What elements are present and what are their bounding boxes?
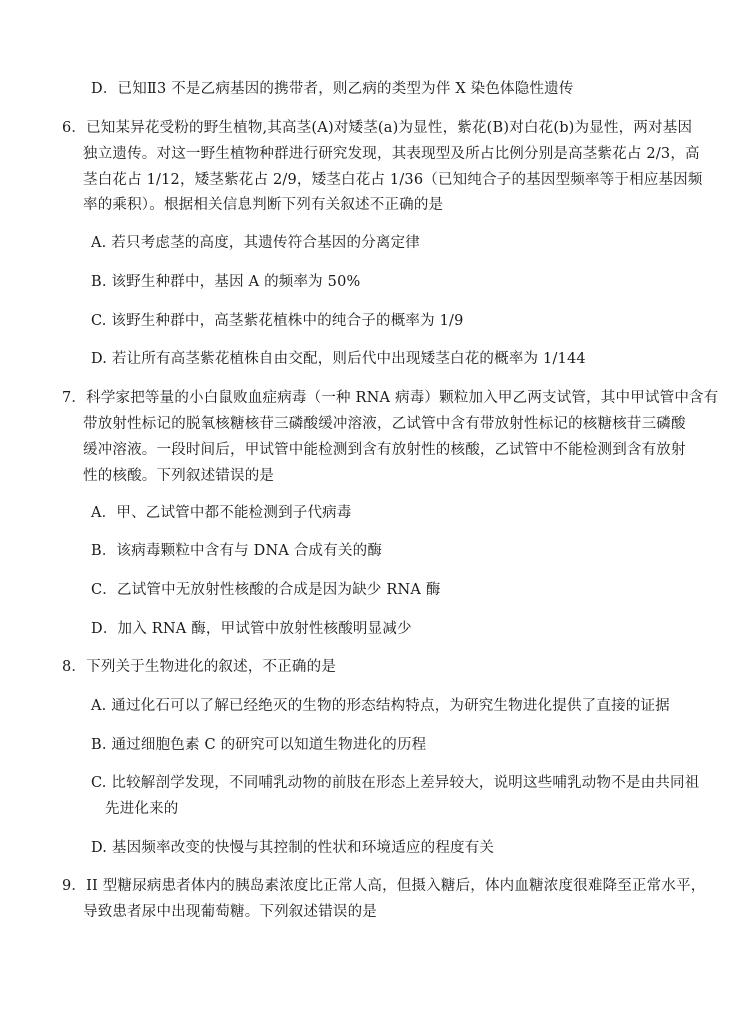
q7-option-a: A．甲、乙试管中都不能检测到子代病毒 bbox=[91, 505, 352, 521]
q7-stem-line-4: 性的核酸。下列叙述错误的是 bbox=[83, 468, 275, 484]
q6-stem-line-2: 独立遗传。对这一野生植物种群进行研究发现，其表现型及所占比例分别是高茎紫花占 2/3，高 bbox=[83, 146, 700, 162]
q8-option-b: B. 通过细胞色素 C 的研究可以知道生物进化的历程 bbox=[91, 737, 427, 753]
q5-option-d: D．已知Ⅱ3 不是乙病基因的携带者，则乙病的类型为伴 X 染色体隐性遗传 bbox=[91, 81, 574, 97]
q6-option-d: D. 若让所有高茎紫花植株自由交配，则后代中出现矮茎白花的概率为 1/144 bbox=[91, 351, 586, 367]
q6-option-a: A. 若只考虑茎的高度，其遗传符合基因的分离定律 bbox=[91, 235, 420, 251]
q7-option-b: B．该病毒颗粒中含有与 DNA 合成有关的酶 bbox=[91, 543, 383, 559]
q6-stem-line-4: 率的乘积）。根据相关信息判断下列有关叙述不正确的是 bbox=[83, 197, 444, 213]
q7-option-c: C．乙试管中无放射性核酸的合成是因为缺少 RNA 酶 bbox=[91, 582, 441, 598]
q8-stem: 8．下列关于生物进化的叙述，不正确的是 bbox=[62, 659, 337, 675]
q7-stem-line-3: 缓冲溶液。一段时间后，甲试管中能检测到含有放射性的核酸，乙试管中不能检测到含有放射 bbox=[83, 442, 686, 458]
q7-option-d: D．加入 RNA 酶，甲试管中放射性核酸明显减少 bbox=[91, 621, 412, 637]
q6-stem-line-1: 6．已知某异花受粉的野生植物,其高茎(A)对矮茎(a)为显性，紫花(B)对白花(b)为显性，两对基因 bbox=[62, 120, 693, 136]
q8-option-c-line-2: 先进化来的 bbox=[105, 801, 179, 817]
q9-stem-line-2: 导致患者尿中出现葡萄糖。下列叙述错误的是 bbox=[83, 904, 377, 920]
q6-option-c: C. 该野生种群中，高茎紫花植株中的纯合子的概率为 1/9 bbox=[91, 313, 464, 329]
q7-stem-line-1: 7．科学家把等量的小白鼠败血症病毒（一种 RNA 病毒）颗粒加入甲乙两支试管，其中甲试管中含有 bbox=[62, 390, 719, 406]
q6-stem-line-3: 茎白花占 1/12，矮茎紫花占 2/9，矮茎白花占 1/36（已知纯合子的基因型频率等于相应基因频 bbox=[83, 172, 703, 188]
q6-option-b: B. 该野生种群中，基因 A 的频率为 50% bbox=[91, 274, 361, 290]
q7-stem-line-2: 带放射性标记的脱氧核糖核苷三磷酸缓冲溶液，乙试管中含有带放射性标记的核糖核苷三磷酸 bbox=[83, 416, 686, 432]
q8-option-c-line-1: C. 比较解剖学发现，不同哺乳动物的前肢在形态上差异较大，说明这些哺乳动物不是由共同祖 bbox=[91, 775, 700, 791]
q8-option-d: D. 基因频率改变的快慢与其控制的性状和环境适应的程度有关 bbox=[91, 840, 495, 856]
q8-option-a: A. 通过化石可以了解已经绝灭的生物的形态结构特点，为研究生物进化提供了直接的证据 bbox=[91, 698, 670, 714]
q9-stem-line-1: 9．II 型糖尿病患者体内的胰岛素浓度比正常人高，但摄入糖后，体内血糖浓度很难降至正常水平， bbox=[62, 878, 706, 894]
